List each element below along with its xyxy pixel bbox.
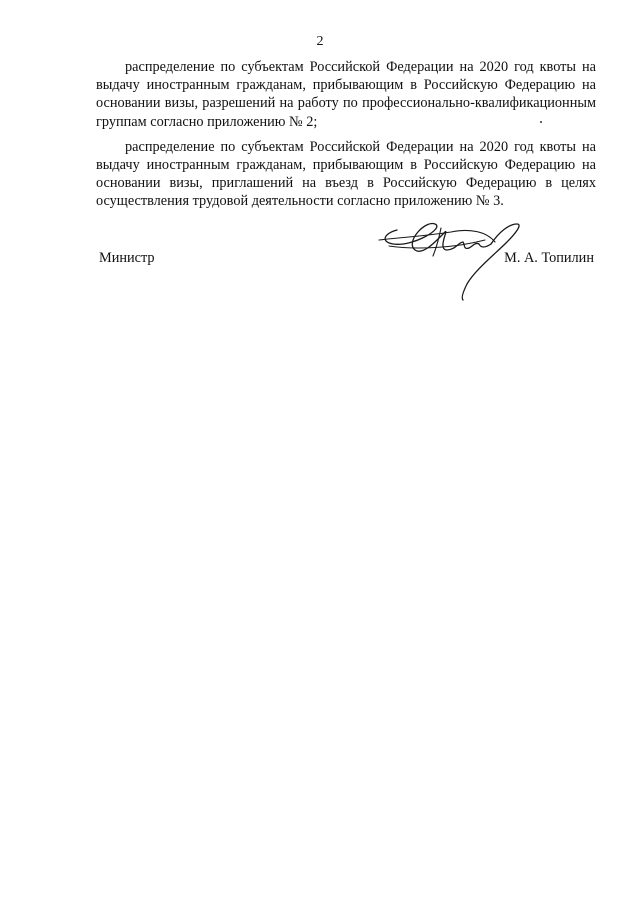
signature-block bbox=[0, 250, 640, 310]
page-number: 2 bbox=[316, 34, 324, 49]
handwritten-signature bbox=[375, 220, 525, 302]
paragraph-quota-appendix-3: распределение по субъектам Российской Федерации на 2020 год квоты на выдачу иностранным гражданам, прибывающим в Российскую Федерацию на основании визы, приглашений на въезд в Российскую Федерацию в целях осуществления трудовой деятельности согласно приложению № 3. bbox=[96, 138, 596, 210]
signer-name: М. А. Топилин bbox=[504, 250, 594, 266]
paragraph-quota-appendix-2: распределение по субъектам Российской Федерации на 2020 год квоты на выдачу иностранным гражданам, прибывающим в Российскую Федерацию на основании визы, разрешений на работу по профессионально-квалификационным группам согласно приложению № 2; bbox=[96, 59, 596, 130]
document-body bbox=[96, 58, 596, 218]
scan-speck bbox=[540, 121, 542, 123]
signer-title: Министр bbox=[99, 250, 155, 266]
